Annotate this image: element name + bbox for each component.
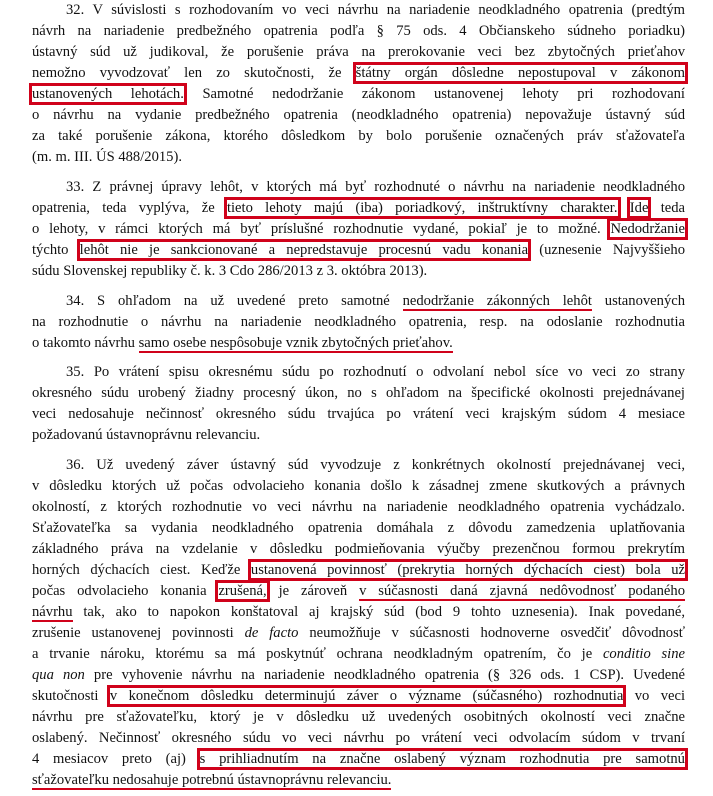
italic-text: conditio sine — [602, 646, 685, 662]
highlight-box: lehôt nie je sankcionované a nepredstavuje procesnú vadu konania — [79, 242, 529, 258]
text-line — [32, 455, 685, 476]
text-segment: veci nedosahuje nečinnosť okresného súdu trvajúca po vrátení veci krajským súdom 4 mesiace — [32, 406, 685, 422]
italic-text: qua non — [32, 667, 85, 683]
paragraph-33 — [32, 177, 685, 282]
highlight-box: ustanovených lehotách. — [32, 86, 184, 102]
text-segment: vo veci — [623, 688, 686, 704]
text-segment: požadovanú ústavnoprávnu relevanciu. — [32, 427, 261, 443]
text-line — [32, 665, 685, 686]
highlight-underline: návrhu — [32, 604, 73, 620]
text-segment: opatrenia, teda vyplýva, že — [32, 200, 227, 216]
text-line — [32, 518, 685, 539]
text-line — [32, 84, 685, 105]
highlight-box: Ide — [629, 200, 649, 216]
text-line — [32, 177, 685, 198]
text-line — [32, 497, 685, 518]
text-segment: tak, ako to napokon konštatoval aj krajský súd (bod 9 tohto uznesenia). Inak povedané, — [72, 604, 685, 620]
text-line — [32, 476, 685, 497]
text-segment: teda — [648, 200, 685, 216]
highlight-underline: samo osebe nespôsobuje vznik zbytočných prieťahov. — [138, 335, 453, 351]
text-line — [32, 333, 685, 354]
text-line — [32, 749, 685, 770]
text-line — [32, 240, 685, 261]
highlight-box: s prihliadnutím na značne oslabený význam rozhodnutia pre samotnú — [199, 751, 685, 767]
highlight-underline: nedodržanie zákonných lehôt — [402, 293, 592, 309]
text-segment: skutočnosti — [32, 688, 110, 704]
text-line — [32, 147, 685, 168]
text-line — [32, 602, 685, 623]
text-line — [32, 362, 685, 383]
text-line — [32, 383, 685, 404]
text-segment: Samotné nedodržanie zákonom ustanovenej lehoty pri rozhodovaní — [183, 86, 685, 102]
highlight-box: Nedodržanie — [610, 221, 685, 237]
text-segment: neumožňuje v súčasnosti hodnoverne osvedčiť dôvodnosť — [298, 625, 686, 641]
highlight-underline: v súčasnosti daná zjavná nedôvodnosť podaného — [359, 583, 685, 599]
text-segment: o návrhu na vydanie predbežného opatrenia (neodkladného opatrenia) nepovažuje ústavný súd — [32, 107, 685, 123]
text-segment: horných dýchacích ciest. Keďže — [32, 562, 251, 578]
text-segment: týchto — [32, 242, 80, 258]
text-segment: súdu Slovenskej republiky č. k. 3 Cdo 286/2013 z 3. októbra 2013). — [32, 263, 428, 279]
text-line — [32, 126, 685, 147]
text-segment: a trvanie nároku, ktorému sa má poskytnúť ochrana neodkladným opatrením, čo je — [32, 646, 603, 662]
text-line — [32, 0, 685, 21]
text-segment: Sťažovateľka sa vydania neodkladného opatrenia domáhala z dôvodu zamedzenia uplatňovania — [32, 520, 685, 536]
text-segment: zrušenie ustanovenej povinnosti — [32, 625, 245, 641]
text-line — [32, 404, 685, 425]
text-line — [32, 425, 685, 446]
text-line — [32, 63, 685, 84]
text-segment: o lehoty, v rámci ktorých má byť príslušné rozhodnutie vydané, pokiaľ je to možné. — [32, 221, 611, 237]
paragraph-34 — [32, 291, 685, 354]
text-segment: je zároveň — [266, 583, 360, 599]
text-line — [32, 707, 685, 728]
text-line — [32, 21, 685, 42]
text-line — [32, 623, 685, 644]
text-line — [32, 261, 685, 282]
text-segment: pre vyhovenie návrhu na nariadenie neodkladného opatrenia (§ 326 ods. 1 CSP). Uvedené — [84, 667, 685, 683]
text-line — [32, 581, 685, 602]
text-segment: okolností, z ktorých rozhodnutie vo veci návrhu na nariadenie neodkladného opatrenia vychádzalo. — [32, 499, 685, 515]
highlight-box: zrušená, — [218, 583, 267, 599]
text-segment: ustanovených — [591, 293, 686, 309]
text-line — [32, 42, 685, 63]
text-segment: na rozhodnutie o návrhu na nariadenie neodkladného opatrenia, resp. na odoslanie rozhodnutia — [32, 314, 685, 330]
text-segment: návrh na nariadenie predbežného opatrenia podľa § 75 ods. 4 Občianskeho súdneho poriadku) — [32, 23, 685, 39]
text-line — [32, 291, 685, 312]
text-line — [32, 686, 685, 707]
text-segment: (uznesenie Najvyššieho — [528, 242, 685, 258]
highlight-box: štátny orgán dôsledne nepostupoval v zákonom — [355, 65, 685, 81]
highlight-box: tieto lehoty majú (iba) poriadkový, inštruktívny charakter. — [226, 200, 618, 216]
text-line — [32, 198, 685, 219]
text-segment: nemožno vyvodzovať len zo skutočnosti, že — [32, 65, 356, 81]
text-line — [32, 105, 685, 126]
text-segment: 33. Z právnej úpravy lehôt, v ktorých má byť rozhodnuté o návrhu na nariadenie neodkladného — [66, 179, 685, 195]
paragraph-36 — [32, 455, 685, 791]
text-segment: 34. S ohľadom na už uvedené preto samotné — [66, 293, 403, 309]
text-line — [32, 644, 685, 665]
text-segment — [618, 200, 630, 216]
text-segment: počas odvolacieho konania — [32, 583, 219, 599]
text-line — [32, 312, 685, 333]
paragraph-32 — [32, 0, 685, 168]
text-line — [32, 770, 685, 791]
text-segment: o takomto návrhu — [32, 335, 139, 351]
text-line — [32, 560, 685, 581]
highlight-box: ustanovená povinnosť (prekrytia horných dýchacích ciest) bola už — [250, 562, 685, 578]
text-segment: (m. m. III. ÚS 488/2015). — [32, 149, 182, 165]
text-segment: 32. V súvislosti s rozhodovaním vo veci návrhu na nariadenie neodkladného opatrenia (predtým — [66, 2, 685, 18]
text-segment: 4 mesiacov preto (aj) — [32, 751, 200, 767]
text-segment: ústavný súd už judikoval, že porušenie práva na prerokovanie veci bez zbytočných prieťahov — [32, 44, 685, 60]
text-segment: 35. Po vrátení spisu okresnému súdu po rozhodnutí o odvolaní nebol síce vo veci zo strany — [66, 364, 685, 380]
text-segment: základného práva na vzdelanie v dôsledku podmieňovania výučby prezenčnou formou prekrytím — [32, 541, 685, 557]
text-segment: návrhu pre sťažovateľku, ktorý je v dôsledku už uvedených osobitných okolností veci značne — [32, 709, 685, 725]
paragraph-35 — [32, 362, 685, 446]
text-segment: 36. Už uvedený záver ústavný súd vyvodzuje z konkrétnych okolností prejednávanej veci, — [66, 457, 685, 473]
text-line — [32, 539, 685, 560]
text-segment: oslabený. Nečinnosť okresného súdu vo veci návrhu po vrátení veci odvolacím súdom v trvaní — [32, 730, 685, 746]
italic-text: de facto — [244, 625, 299, 641]
highlight-box: v konečnom dôsledku determinujú záver o význame (súčasného) rozhodnutia — [109, 688, 624, 704]
text-segment: okresného súdu urobený žiadny procesný úkon, no s ohľadom na špecifické okolnosti prejednávanej — [32, 385, 685, 401]
text-segment: v dôsledku ktorých už počas odvolacieho konania došlo k zásadnej zmene skutkových a právnych — [32, 478, 685, 494]
highlight-underline: sťažovateľku nedosahuje potrebnú ústavnoprávnu relevanciu. — [32, 772, 392, 788]
text-segment: za také porušenie zákona, ktorého dôsledkom by bolo porušenie označených práv sťažovateľa — [32, 128, 685, 144]
text-line — [32, 728, 685, 749]
text-line — [32, 219, 685, 240]
